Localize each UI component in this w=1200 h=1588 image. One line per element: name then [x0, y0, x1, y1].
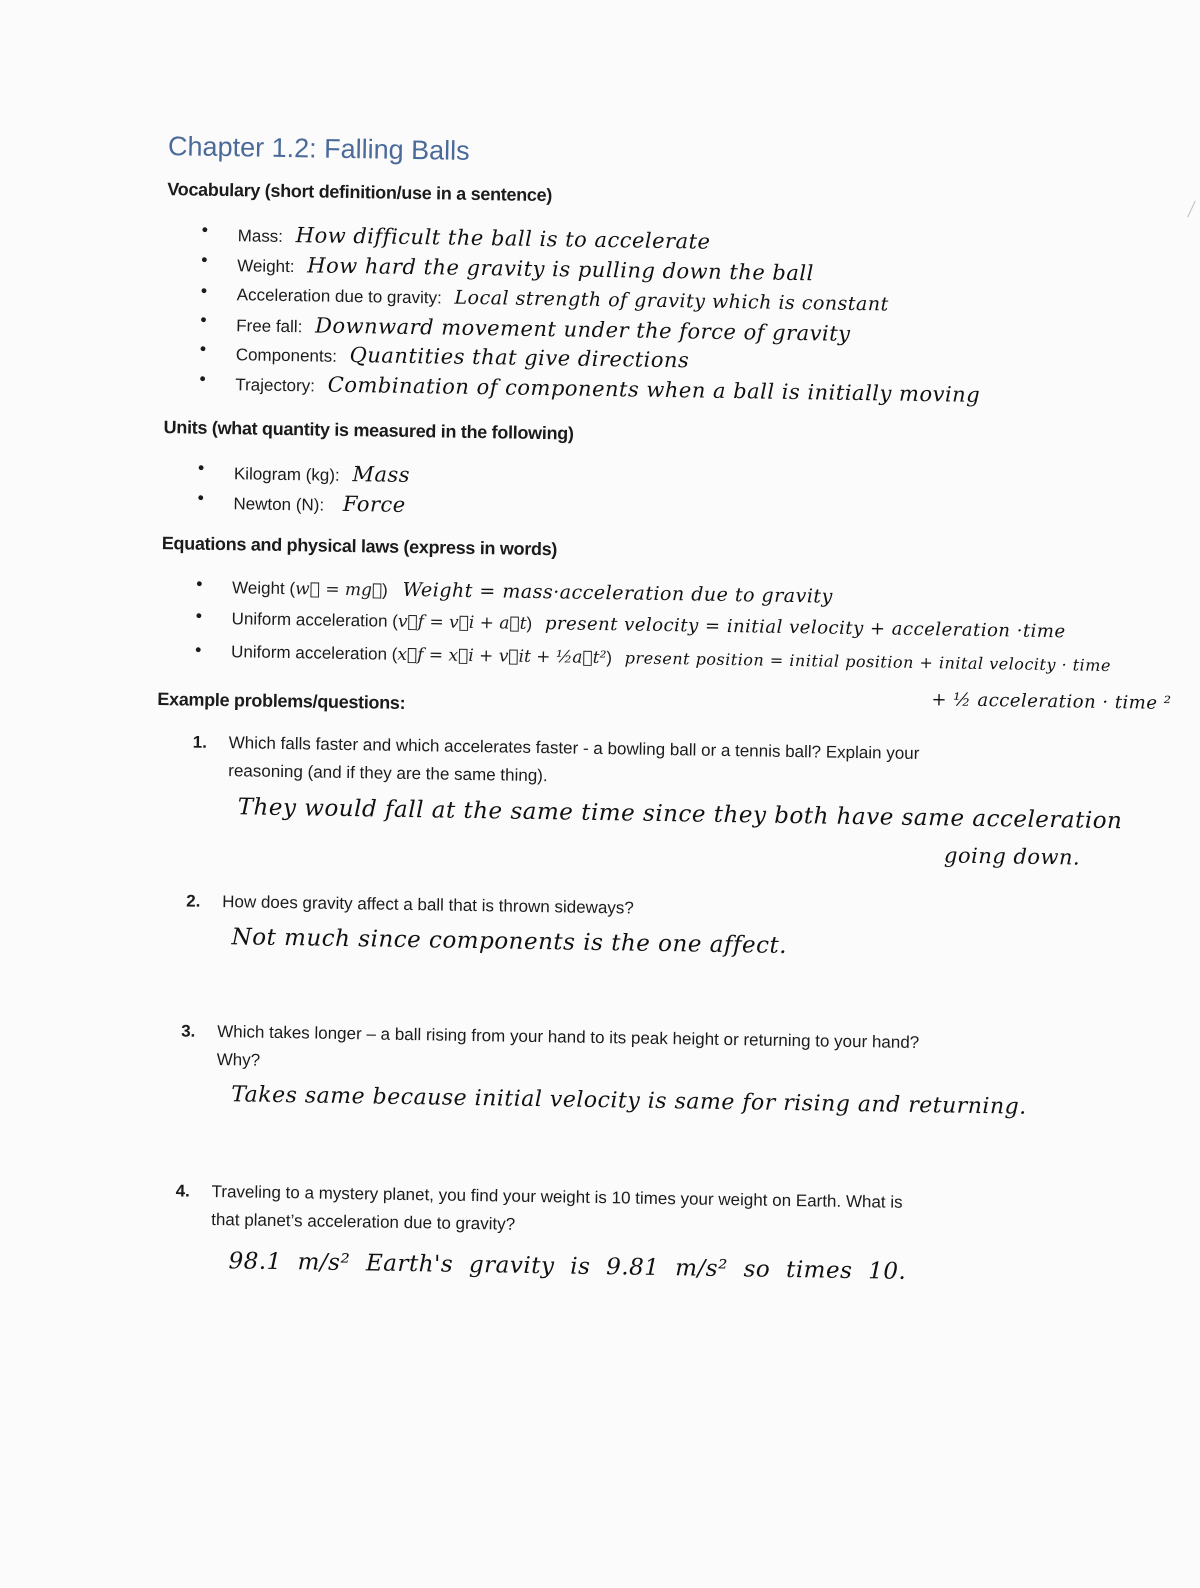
question-text-line2: Why?: [216, 1050, 261, 1070]
answer-4: 98.1 m/s² Earth's gravity is 9.81 m/s² so times 10.: [228, 1248, 907, 1285]
equation-item-weight: [232, 576, 833, 607]
equation-answer: present velocity = initial velocity + acceleration ·time: [544, 613, 1066, 643]
vocab-item-weight: [237, 252, 814, 285]
equation-answer: Weight = mass·acceleration due to gravity: [402, 578, 833, 608]
vocab-label: Mass:: [237, 226, 284, 246]
question-number: 3.: [181, 1021, 196, 1041]
question-2: [186, 891, 634, 918]
question-text-line2: reasoning (and if they are the same thing).: [228, 761, 548, 786]
vocab-item-free-fall: [236, 312, 851, 346]
vocab-label: Components:: [235, 345, 338, 366]
vocab-item-mass: [237, 222, 710, 253]
page-title: Chapter 1.2: Falling Balls: [167, 131, 470, 166]
question-number: 4.: [175, 1181, 190, 1201]
unit-item-kilogram: [234, 460, 410, 487]
question-number: 1.: [192, 732, 208, 752]
vocab-item-trajectory: [235, 371, 980, 407]
vocab-answer: How difficult the ball is to accelerate: [295, 223, 711, 254]
question-3: [181, 1021, 920, 1081]
answer-3: Takes same because initial velocity is same for rising and returning.: [230, 1082, 1027, 1120]
vocab-heading: Vocabulary (short definition/use in a sentence): [167, 179, 553, 206]
examples-heading: Example problems/questions:: [157, 689, 406, 713]
vocab-answer: Local strength of gravity which is constant: [454, 286, 889, 316]
unit-label: Kilogram (kg):: [233, 464, 340, 485]
answer-1: They would fall at the same time since they both have same acceleration: [237, 794, 1123, 835]
vocab-answer: Quantities that give directions: [349, 343, 690, 373]
vocab-label: Weight:: [237, 256, 295, 277]
question-text: Which takes longer – a ball rising from your hand to its peak height or returning to your hand?: [217, 1022, 920, 1053]
unit-answer: Mass: [352, 462, 411, 487]
equation-label: Uniform acceleration (: [231, 609, 399, 631]
equation-close: ): [606, 648, 613, 668]
question-text: Traveling to a mystery planet, you find your weight is 10 times your weight on Earth. What is: [211, 1181, 903, 1212]
equation-answer: present position = initial position + inital velocity · time: [624, 648, 1112, 676]
vocab-label: Acceleration due to gravity:: [236, 285, 442, 308]
vocab-item-components: [236, 341, 690, 372]
equation-formula: w⃗ = mg⃗: [294, 579, 383, 601]
answer-1-continued: going down.: [943, 843, 1081, 870]
equation-item-position: [231, 642, 1111, 676]
unit-item-newton: [233, 490, 406, 517]
equation-label: Weight (: [231, 578, 296, 599]
vocab-label: Trajectory:: [235, 375, 316, 396]
unit-answer: Force: [342, 491, 406, 517]
equation-close: ): [526, 613, 533, 633]
question-text-line2: that planet’s acceleration due to gravity?: [211, 1209, 516, 1234]
equation-item-velocity: [231, 608, 1065, 642]
vocab-answer: Downward movement under the force of gravity: [314, 313, 851, 346]
answer-2: Not much since components is the one affect.: [231, 924, 788, 959]
equation-label: Uniform acceleration (: [230, 642, 398, 664]
equations-heading: Equations and physical laws (express in words): [161, 533, 558, 560]
units-heading: Units (what quantity is measured in the following): [163, 417, 574, 444]
equation-close: ): [381, 580, 388, 600]
equation-answer-continued: + ½ acceleration · time ²: [931, 689, 1172, 714]
question-4: [175, 1181, 903, 1241]
question-text: How does gravity affect a ball that is thrown sideways?: [222, 892, 634, 918]
question-1: [192, 732, 920, 792]
question-text: Which falls faster and which accelerates faster - a bowling ball or a tennis ball? Explain your: [228, 733, 920, 764]
vocab-answer: How hard the gravity is pulling down the ball: [307, 253, 814, 286]
equation-formula: x⃗f = x⃗i + v⃗it + ½a⃗t²: [397, 644, 607, 669]
unit-label: Newton (N):: [233, 494, 325, 515]
vocab-item-acceleration: [237, 283, 889, 315]
question-number: 2.: [186, 891, 201, 911]
vocab-answer: Combination of components when a ball is initially moving: [327, 372, 981, 407]
vocab-label: Free fall:: [236, 316, 303, 337]
equation-formula: v⃗f = v⃗i + a⃗t: [397, 611, 527, 634]
